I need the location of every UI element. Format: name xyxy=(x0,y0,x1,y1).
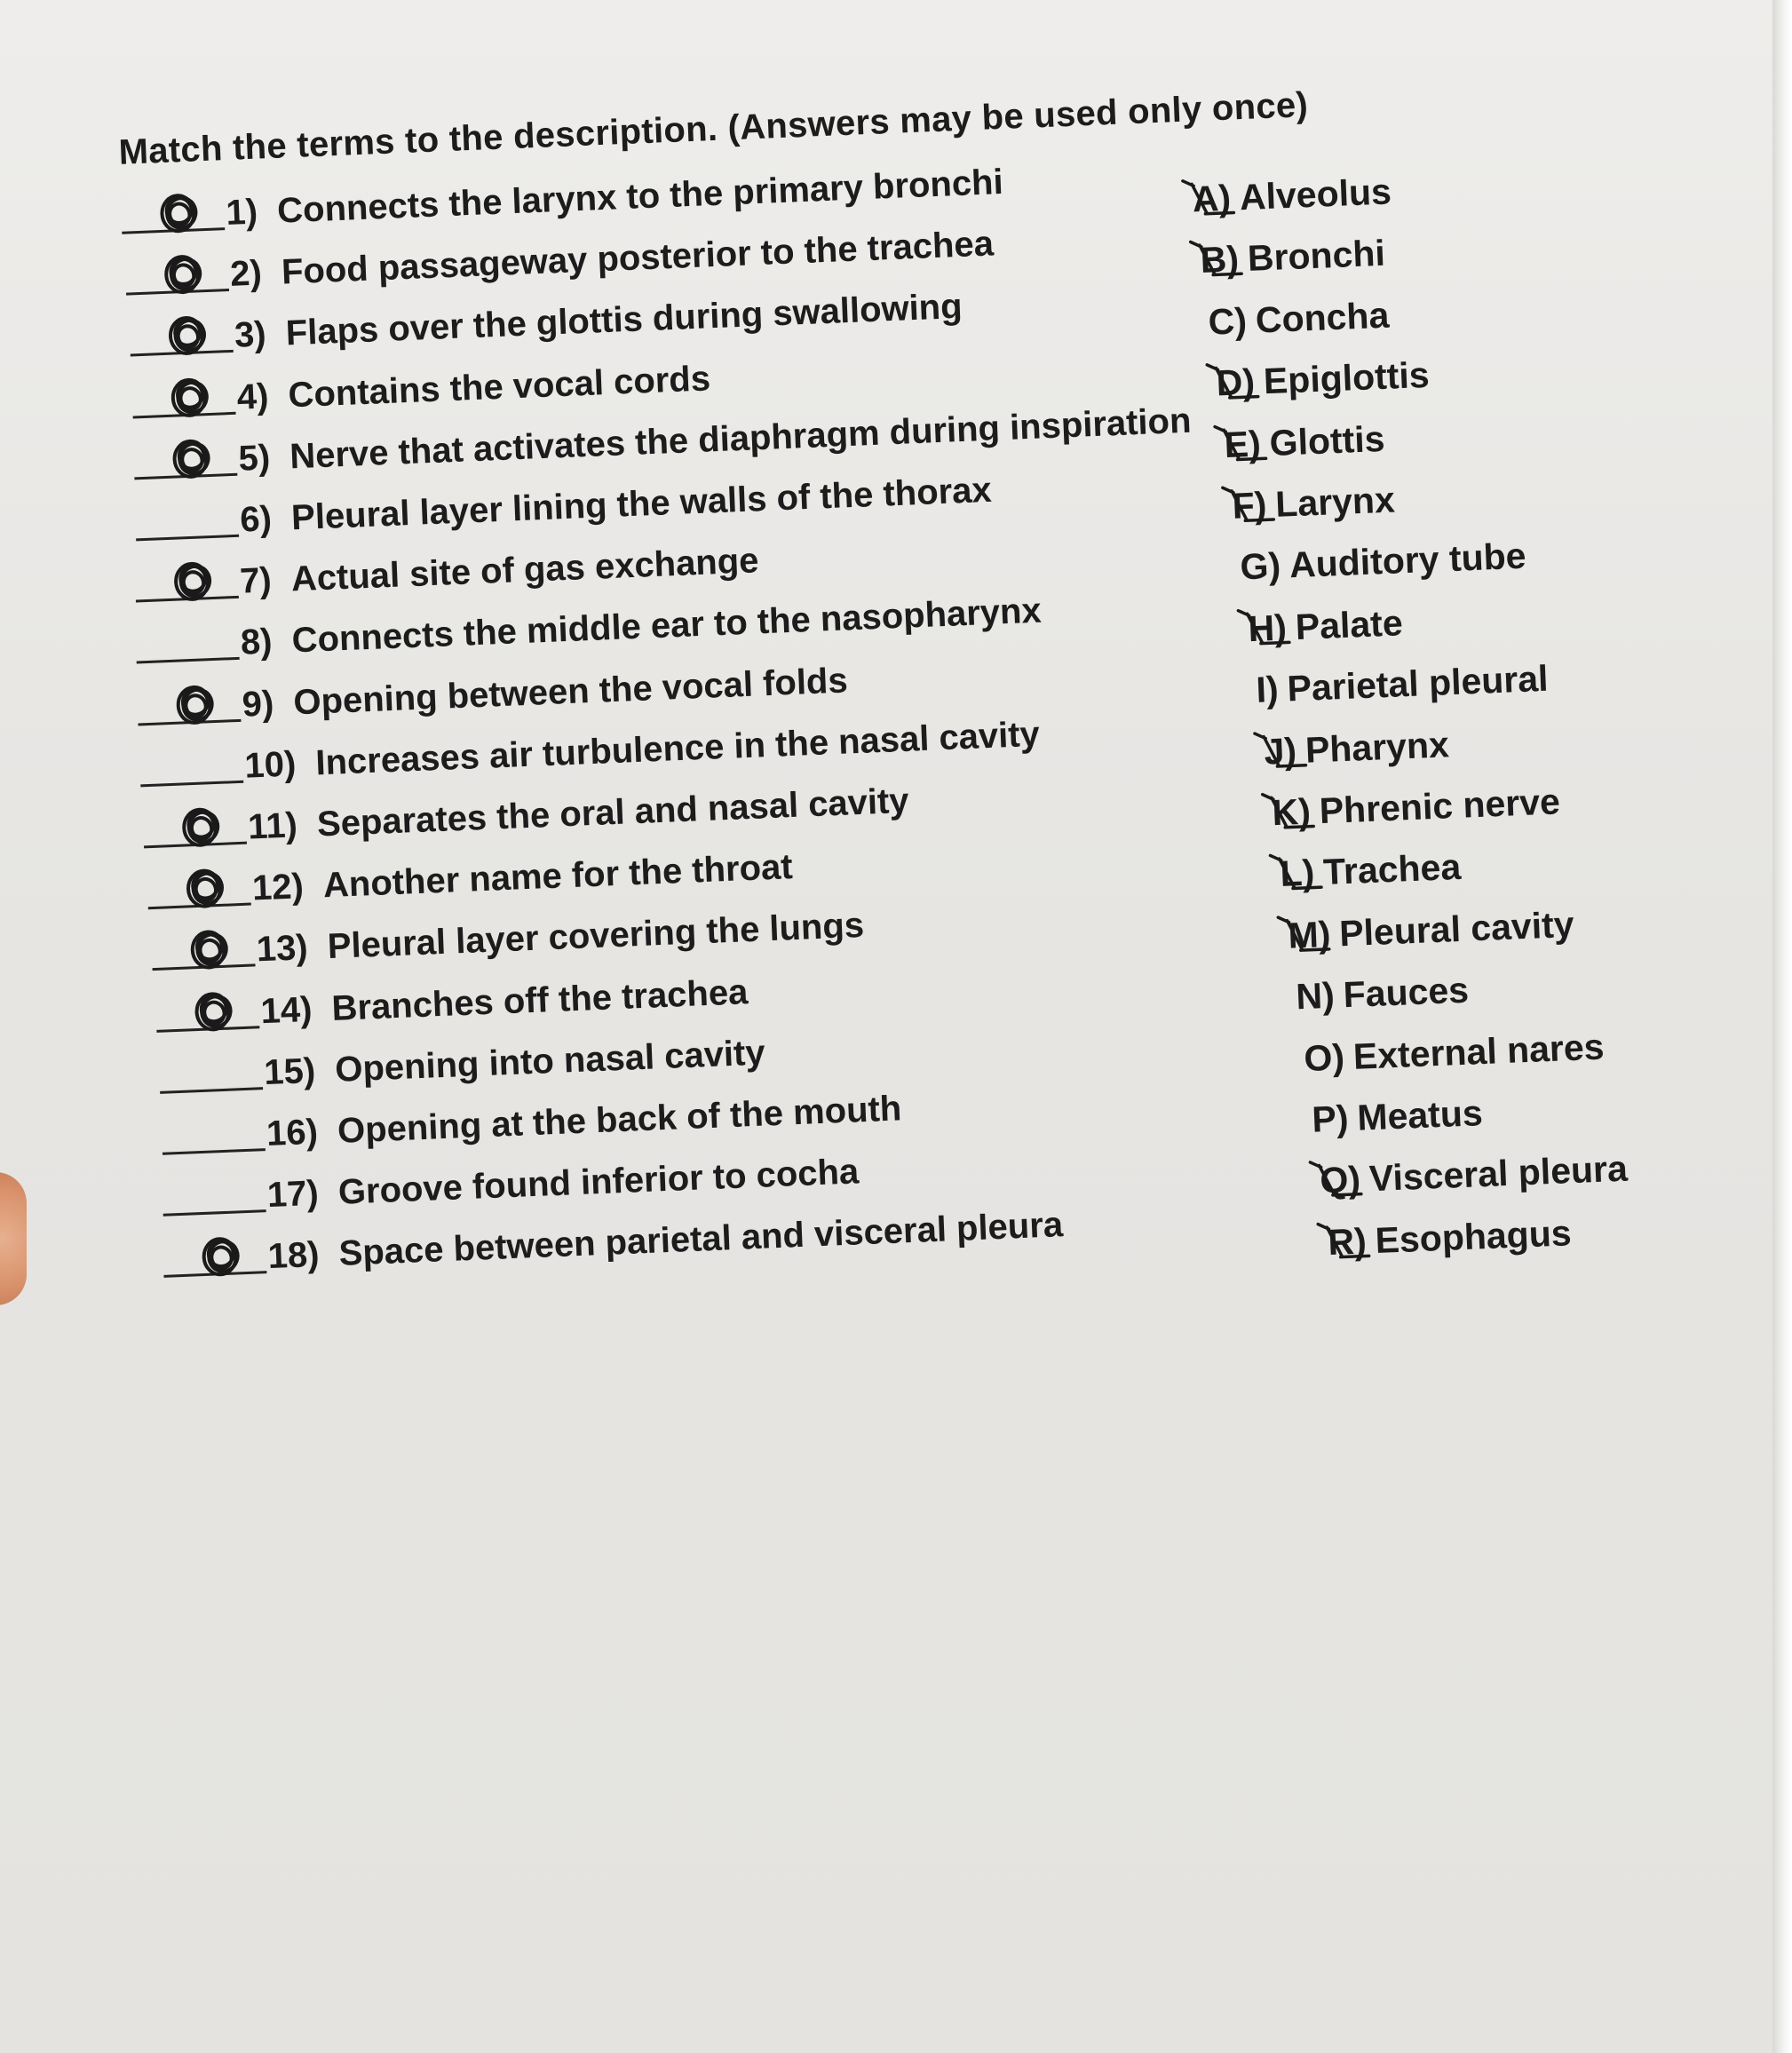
pen-tick-mark xyxy=(1181,173,1240,226)
pen-tick-mark xyxy=(1292,1033,1351,1085)
answer-letter-text: P) xyxy=(1311,1098,1350,1140)
answer-term: Trachea xyxy=(1322,846,1462,893)
question-number: 10) xyxy=(243,744,297,786)
answer-option xyxy=(1320,1148,1629,1202)
question-description: Pleural layer lining the walls of the thorax xyxy=(290,470,993,538)
question-number: 9) xyxy=(241,683,275,725)
pen-tick-mark xyxy=(1189,234,1248,287)
question-text xyxy=(266,1089,902,1154)
question-number: 7) xyxy=(239,560,273,601)
question-description: Space between parietal and visceral pleura xyxy=(337,1205,1064,1274)
scribbled-answer-mark xyxy=(169,679,224,727)
answer-letter xyxy=(1248,606,1288,650)
answer-term: Fauces xyxy=(1342,969,1470,1016)
scribbled-answer-mark xyxy=(161,311,216,359)
answer-term: External nares xyxy=(1352,1026,1606,1077)
question-number: 12) xyxy=(251,867,305,908)
pen-tick-mark xyxy=(1260,787,1319,839)
pen-tick-mark xyxy=(1245,664,1304,717)
question-description: Opening between the vocal folds xyxy=(292,660,849,723)
scribbled-answer-mark xyxy=(194,1232,250,1280)
question-text xyxy=(266,1153,860,1217)
answer-letter xyxy=(1208,300,1248,344)
answer-option xyxy=(1272,781,1561,834)
scribbled-answer-mark xyxy=(165,433,220,481)
question-number: 17) xyxy=(266,1173,320,1216)
answer-option xyxy=(1264,724,1450,773)
answer-term: Pleural cavity xyxy=(1338,903,1575,955)
pen-tick-mark xyxy=(1268,848,1327,900)
answer-term: Phrenic nerve xyxy=(1318,781,1561,832)
scribbled-answer-mark xyxy=(167,618,222,666)
answer-option xyxy=(1208,294,1390,343)
answer-option xyxy=(1288,904,1575,957)
answer-letter-text: J) xyxy=(1263,729,1297,773)
question-number: 11) xyxy=(247,805,298,847)
answer-letter xyxy=(1320,1159,1361,1202)
question-description: Pleural layer covering the lungs xyxy=(326,906,865,967)
answer-letter xyxy=(1304,1036,1345,1080)
pen-tick-mark xyxy=(1284,971,1343,1024)
question-text xyxy=(251,847,793,908)
answer-term: Pharynx xyxy=(1304,723,1450,771)
answer-option xyxy=(1224,418,1386,466)
answer-option xyxy=(1216,354,1431,405)
question-description: Opening into nasal cavity xyxy=(334,1033,766,1090)
answer-term: Visceral pleura xyxy=(1368,1147,1629,1200)
answer-letter xyxy=(1280,852,1316,896)
answer-term: Alveolus xyxy=(1239,170,1392,218)
scribbled-answer-mark xyxy=(193,1109,248,1157)
question-description: Separates the oral and nasal cavity xyxy=(316,781,910,844)
pen-tick-mark xyxy=(1197,296,1256,348)
pen-tick-mark xyxy=(1308,1155,1367,1208)
answer-letter xyxy=(1192,178,1232,221)
question-description: Food passageway posterior to the trachea xyxy=(281,224,995,292)
question-text xyxy=(236,359,711,417)
scribbled-answer-mark xyxy=(166,495,221,543)
answer-term: Glottis xyxy=(1268,417,1386,464)
answer-letter-text: M) xyxy=(1287,913,1332,956)
question-description: Actual site of gas exchange xyxy=(290,541,760,599)
pen-tick-mark xyxy=(1300,1094,1359,1146)
answer-letter xyxy=(1200,239,1240,282)
question-number: 1) xyxy=(225,192,258,234)
pen-tick-mark xyxy=(1316,1217,1375,1269)
answer-letter-text: Q) xyxy=(1319,1159,1361,1201)
answer-term: Bronchi xyxy=(1247,233,1386,280)
question-text xyxy=(256,906,865,970)
answer-letter-text: A) xyxy=(1191,177,1232,220)
answer-option xyxy=(1256,658,1550,711)
question-number: 8) xyxy=(240,622,274,663)
question-number: 5) xyxy=(237,438,272,479)
answer-option xyxy=(1327,1212,1572,1264)
pen-tick-mark xyxy=(1253,725,1312,778)
question-number: 15) xyxy=(263,1050,317,1092)
question-number: 3) xyxy=(234,314,267,356)
scribbled-answer-mark xyxy=(166,557,221,605)
question-number: 2) xyxy=(229,253,263,295)
answer-letter-text: K) xyxy=(1271,790,1312,834)
answer-letter-text: L) xyxy=(1279,852,1316,895)
answer-option xyxy=(1232,480,1396,527)
answer-term: Meatus xyxy=(1356,1092,1484,1138)
scribbled-answer-mark xyxy=(187,987,242,1034)
answer-letter-text: H) xyxy=(1247,606,1288,650)
answer-option xyxy=(1296,970,1470,1019)
question-description: Increases air turbulence in the nasal cavity xyxy=(314,714,1041,783)
question-number: 18) xyxy=(266,1235,321,1277)
answer-option xyxy=(1192,170,1392,220)
scribbled-answer-mark xyxy=(194,1170,249,1218)
answer-letter xyxy=(1256,669,1280,711)
question-description: Groove found inferior to cocha xyxy=(337,1152,860,1213)
question-number: 13) xyxy=(255,928,309,970)
answer-letter xyxy=(1232,484,1268,527)
answer-term: Parietal pleural xyxy=(1286,657,1550,709)
answer-letter-text: F) xyxy=(1231,484,1268,527)
question-description: Branches off the trachea xyxy=(330,971,749,1028)
answer-letter xyxy=(1296,975,1336,1019)
answer-option xyxy=(1304,1026,1606,1080)
answer-term: Auditory tube xyxy=(1288,535,1527,586)
question-description: Connects the larynx to the primary bronchi xyxy=(276,162,1004,231)
answer-letter-text: N) xyxy=(1295,974,1336,1018)
answer-letter-text: C) xyxy=(1207,299,1248,343)
pen-tick-mark xyxy=(1205,358,1264,410)
question-description: Flaps over the glottis during swallowing xyxy=(284,287,963,353)
answer-letter xyxy=(1240,545,1281,589)
answer-option xyxy=(1200,233,1386,281)
scribbled-answer-mark xyxy=(163,372,218,420)
thumb xyxy=(0,1172,27,1305)
question-text xyxy=(239,541,759,601)
question-text xyxy=(260,972,749,1032)
answer-letter xyxy=(1224,423,1262,466)
answer-letter xyxy=(1264,730,1297,773)
answer-letter-text: G) xyxy=(1239,545,1282,588)
answer-term: Palate xyxy=(1294,602,1404,647)
scribbled-answer-mark xyxy=(174,803,229,851)
scribbled-answer-mark xyxy=(170,741,226,789)
answer-letter xyxy=(1312,1098,1350,1141)
question-description: Opening at the back of the mouth xyxy=(337,1089,903,1151)
answer-letter xyxy=(1272,791,1312,835)
answer-letter-text: D) xyxy=(1215,361,1256,404)
scribbled-answer-mark xyxy=(178,864,234,912)
instructions: Match the terms to the description. (Answers may be used only once) xyxy=(117,85,1309,172)
answer-letter xyxy=(1288,914,1332,957)
question-text xyxy=(242,661,849,725)
question-description: Another name for the throat xyxy=(322,847,794,906)
scribbled-answer-mark xyxy=(152,188,207,236)
pen-tick-mark xyxy=(1229,542,1288,594)
answer-option xyxy=(1280,846,1462,895)
scribbled-answer-mark xyxy=(183,925,238,973)
question-text xyxy=(264,1033,766,1093)
pen-tick-mark xyxy=(1276,909,1335,962)
answer-letter-text: I) xyxy=(1255,669,1280,711)
answer-letter-text: E) xyxy=(1223,423,1262,465)
answer-term: Concha xyxy=(1255,294,1391,341)
scribbled-answer-mark xyxy=(156,250,211,297)
question-text xyxy=(247,781,909,848)
question-number: 16) xyxy=(266,1112,319,1154)
answer-letter-text: O) xyxy=(1303,1035,1345,1079)
question-number: 14) xyxy=(259,989,313,1031)
scribbled-answer-mark xyxy=(190,1048,245,1096)
answer-letter-text: B) xyxy=(1199,238,1240,281)
question-description: Contains the vocal cords xyxy=(287,358,711,415)
question-number: 4) xyxy=(235,376,270,417)
answer-term: Larynx xyxy=(1274,479,1396,525)
answer-term: Esophagus xyxy=(1374,1211,1573,1261)
answer-letter xyxy=(1216,361,1256,405)
answer-term: Epiglottis xyxy=(1262,354,1431,402)
answer-letter-text: R) xyxy=(1327,1220,1368,1263)
answer-option xyxy=(1312,1092,1484,1141)
pen-tick-mark xyxy=(1221,480,1280,533)
answer-option xyxy=(1248,602,1404,650)
answer-option xyxy=(1240,535,1527,589)
question-description: Connects the middle ear to the nasopharynx xyxy=(290,591,1043,661)
question-number: 6) xyxy=(239,499,273,540)
pen-tick-mark xyxy=(1237,603,1296,655)
answer-letter xyxy=(1327,1220,1367,1264)
question-description: Nerve that activates the diaphragm during inspiration xyxy=(289,400,1193,477)
pen-tick-mark xyxy=(1213,419,1272,472)
